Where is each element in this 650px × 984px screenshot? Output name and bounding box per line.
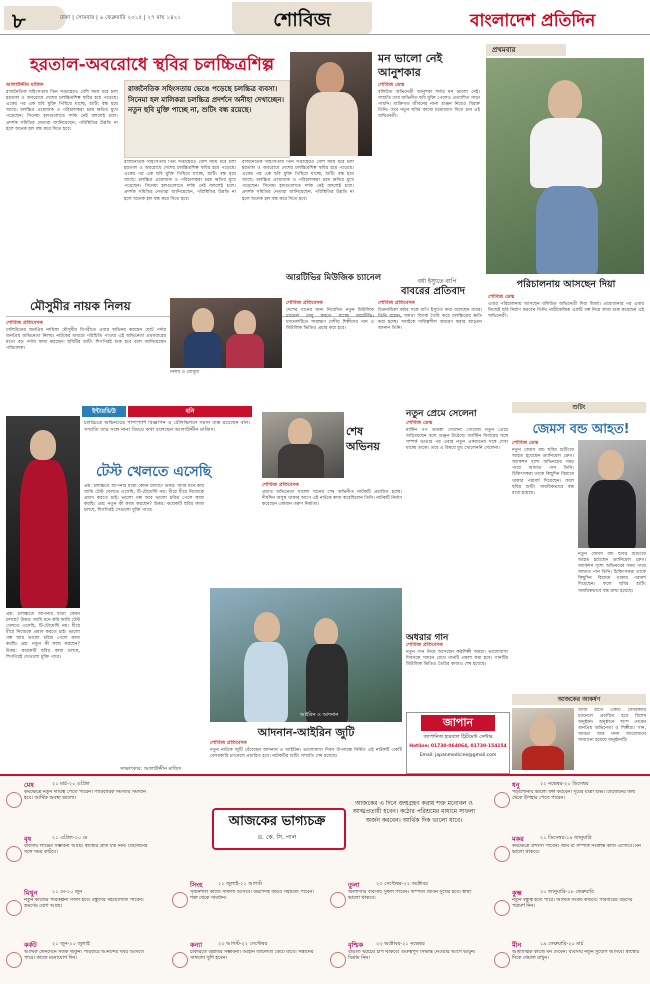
adnan-byline: শোবিজ প্রতিবেদক bbox=[210, 740, 247, 746]
sign-name: মীন bbox=[512, 941, 522, 949]
dateline: ঢাকা | সোমবার | ৯ ফেব্রুয়ারি ২০১৫ | ২৭ মাঘ ১৪২১ bbox=[60, 15, 182, 21]
page-number: ৮ bbox=[12, 9, 26, 33]
babar-body: শোবিজ প্রতিবেদক চিত্রনায়িকা বর্ষার সঙ্গে বাপি ইস্যুতে কথা বলেছেন বাবর। তিনি বলেন, অযথা বিতর্ক তৈরি করে চলচ্চিত্রের ক্ষতি করা হচ্ছে। সবাইকে দায়িত্বশীল আচরণ করার আহ্বান জানান তিনি। bbox=[378, 300, 482, 332]
akorshon-photo bbox=[512, 708, 574, 770]
paper-name: বাংলাদেশ প্রতিদিন bbox=[470, 11, 596, 31]
lead-photo bbox=[290, 52, 372, 156]
akorshon-body: আজ রাতে একটি বেসরকারি চ্যানেলে প্রচারিত হবে বিশেষ অনুষ্ঠান। অনুষ্ঠানে অংশ নেবেন জনপ্রিয় অভিনেতা ও শিল্পীরা। গান, আড্ডা আর নানা আয়োজনে সাজানো হয়েছে অনুষ্ঠানটি। bbox=[578, 708, 646, 744]
sign-text: নতুন কাজের পরিকল্পনা সফল হবে। বন্ধুদের সহযোগিতা পাবেন। ভ্রমণের যোগ আছে। bbox=[24, 898, 144, 910]
sign-text: কর্মক্ষেত্রে নতুন দায়িত্ব পেতে পারেন। পারিবারিক সমস্যার সমাধান হবে। আর্থিক অবস্থা ভালো। bbox=[24, 790, 146, 802]
mousumi-body: শোবিজ প্রতিবেদক ঢালিউডের জনপ্রিয় নায়িকা মৌসুমীর বিপরীতে এবার অভিনয় করছেন ছোট পর্দার জনপ্রিয় অভিনেতা নিলয়। নাটকের মাধ্যমে পরিচিতি পাওয়া এই অভিনেতা প্রথমবারের মতো বড় পর্দায় কাজ করছেন। ছবিটির শুটিং শিগগিরই শুরু হবে বলে জানিয়েছেন পরিচালক। bbox=[6, 320, 166, 352]
sign-name: তুলা bbox=[348, 881, 360, 889]
section-title: শোবিজ bbox=[273, 9, 331, 31]
horoscope-sign bbox=[6, 834, 156, 884]
sign-name: বৃশ্চিক bbox=[348, 941, 364, 949]
zodiac-icon bbox=[172, 892, 188, 908]
music-body: শোবিজ প্রতিবেদক দেশের গানের জন্য নিবেদিত নতুন মিউজিক চ্যানেল চালু করতে যাচ্ছে আরটিভি। চ্যানেলটিতে সারাক্ষণ দেশীয় শিল্পীদের গান ও মিউজিক ভিডিও প্রচার করা হবে। bbox=[286, 300, 374, 332]
sign-text: আর্থিক লেনদেনে সতর্ক থাকুন। পরিবারে আনন্দের খবর আসতে পারে। কাজে মনোযোগ দিন। bbox=[24, 950, 144, 962]
lead-headline: হরতাল-অবরোধে স্থবির চলচ্চিত্রশিল্প bbox=[30, 55, 275, 75]
music-byline: শোবিজ প্রতিবেদক bbox=[286, 300, 323, 306]
japan-ad-line3: Email: japanmedicine@gmail.com bbox=[419, 753, 497, 758]
mon-bhalo-byline: শোবিজ ডেস্ক bbox=[378, 82, 405, 88]
zodiac-icon bbox=[6, 900, 22, 916]
lead-body-col1 bbox=[6, 82, 118, 296]
lead-byline: আলাউদ্দীন মাজিদ bbox=[6, 82, 44, 88]
shesh-body: শোবিজ প্রতিবেদক প্রয়াত অভিনেতা খালেদ খানের শেষ অভিনীত নাটকটি প্রচারিত হচ্ছে। দীর্ঘদিন অসুস্থ থাকার আগে এই নাটকে কাজ করেছিলেন তিনি। নাটকটি নির্মাণ করেছেন একজন তরুণ নির্মাতা। bbox=[262, 482, 402, 508]
shesh-byline: শোবিজ প্রতিবেদক bbox=[262, 482, 299, 488]
japan-ad-line2: Hotline: 01730-064064, 01730-154154 bbox=[409, 744, 507, 749]
sign-text: চাকরিতে উন্নতির সম্ভাবনা। আইনি জটিলতা কেটে যাবে। সন্তানের সাফল্যে খুশি হবেন। bbox=[190, 950, 314, 962]
horoscope-sign bbox=[6, 888, 156, 938]
sign-dates: ২৩ সেপ্টেম্বর-২২ অক্টোবর bbox=[376, 881, 428, 887]
horoscope-sign bbox=[6, 940, 156, 984]
sign-dates: ২১ এপ্রিল-২০ মে bbox=[52, 835, 88, 841]
sign-name: মিথুন bbox=[24, 889, 38, 897]
interview-body-col1: প্রশ্ন: চলচ্চিত্রে আপনার যাত্রা কেমন চলছে? উত্তর: আমি মনে করি আমি টেস্ট খেলতে এসেছি, টি-টোয়েন্টি নয়। ধীরে ধীরে নিজেকে প্রমাণ করতে চাই। ভালো গল্প আর ভালো চরিত্র পেলে কাজ করছি। প্রশ্ন: নতুন কী কাজ করছেন? উত্তর: কয়েকটি ছবির কাজ চলছে, শিগগিরই সেগুলো মুক্তি পাবে। bbox=[84, 484, 204, 514]
sign-text: পড়াশোনায় ভালো ফল করবেন। দূরের যাত্রা শুভ। প্রিয়জনের কাছ থেকে উপহার পেতে পারেন। bbox=[512, 790, 635, 802]
dia-body: শোবিজ ডেস্ক এবার পরিচালনায় আসছেন বলিউড অভিনেত্রী দিয়া মির্জা। প্রযোজনার পর এবার নিজেই ছবি নির্মাণ করবেন তিনি। নারীকেন্দ্রিক একটি গল্প নিয়ে কাজ শুরু করেছেন এই অভিনেত্রী। bbox=[488, 294, 644, 320]
bond-body-col2: নতুন জেমস বন্ড ছবির শুটিংয়ে আহত হয়েছেন ড্যানিয়েল ক্রেগ। অ্যাকশন দৃশ্যে অভিনয়ের সময় পায়ে আঘাত পান তিনি। চিকিৎসকরা তাকে কিছুদিন বিশ্রামে থাকার পরামর্শ দিয়েছেন। ফলে ছবির শুটিং সাময়িকভাবে বন্ধ রাখা হয়েছে। bbox=[578, 552, 646, 594]
sign-name: মেষ bbox=[24, 781, 34, 789]
zodiac-icon bbox=[494, 846, 510, 862]
zodiac-icon bbox=[172, 952, 188, 968]
lead-body-text: রাজনৈতিক সহিংসতায় তিন সপ্তাহেরও বেশি সময় ধরে চলা হরতাল ও অবরোধে দেশের চলচ্চিত্রশিল্প স্থবির হয়ে পড়েছে। একের পর এক ছবি মুক্তি পিছিয়ে যাচ্ছে, শুটিং বন্ধ হয়ে আছে। চলচ্চিত্র প্রযোজক ও পরিচালকরা চরম ক্ষতির মুখে পড়েছেন। সিনেমা হলগুলোতে দর্শক নেই বললেই চলে। প্রদর্শক সমিতির নেতারা জানিয়েছেন, পরিস্থিতির উন্নতি না হলে অনেক হল বন্ধ করে দিতে হবে। bbox=[6, 90, 118, 132]
mousumi-headline: মৌসুমীর নায়ক নিলয় bbox=[30, 299, 131, 313]
interview-label: ইন্টারভিউ bbox=[92, 408, 116, 415]
sign-dates: ১৯ ফেব্রুয়ারি-২০ মার্চ bbox=[540, 941, 584, 947]
babar-headline: বাবরের প্রতিবাদ bbox=[400, 286, 466, 297]
adnan-headline: আদনান-আইরিন জুটি bbox=[257, 726, 355, 739]
adnan-body: শোবিজ প্রতিবেদক নতুন নাটকে জুটি বেঁধেছেন আদনান ও আইরিন। ভালোবাসা দিবস উপলক্ষে নির্মিত এই নাটকটি একটি বেসরকারি চ্যানেলে প্রচারিত হবে। নাটকটির শুটিং সম্প্রতি শেষ হয়েছে। bbox=[210, 740, 402, 760]
horoscope-sign bbox=[330, 880, 480, 930]
lead-pull-quote: রাজনৈতিক সহিংসতায় ভেঙে পড়েছে চলচ্চিত্র ব্যবসা। সিনেমা হল মালিকরা চলচ্চিত্র প্রদর্শনে অনীহা দেখাচ্ছেন। নতুন ছবি মুক্তি পাচ্ছে না, শুটিং বন্ধ রয়েছে। bbox=[128, 85, 284, 114]
zodiac-icon bbox=[6, 792, 22, 808]
music-headline: আরটিভির মিউজিক চ্যানেল bbox=[286, 273, 382, 283]
horoscope-sign bbox=[494, 888, 644, 938]
horoscope-sign bbox=[330, 940, 480, 984]
sign-text: কর্মক্ষেত্রে প্রশংসা পাবেন। জমি বা সম্পত্তি সংক্রান্ত কাজ এগোবে। মন ভালো থাকবে। bbox=[512, 844, 641, 856]
notun-preme-body: শোবিজ ডেস্ক মার্কিন পপ তারকা সেলেনা গোমেজ নতুন প্রেমে জড়িয়েছেন বলে গুঞ্জন উঠেছে। জাস্টিন বিবারের সঙ্গে সম্পর্ক ভাঙার পর এবার নতুন একজনের সঙ্গে দেখা যাচ্ছে তাকে। তবে এ বিষয়ে মুখ খোলেননি সেলেনা। bbox=[406, 420, 508, 452]
khaled-photo bbox=[262, 412, 344, 478]
bond-photo bbox=[578, 440, 646, 548]
sign-text: নতুন বন্ধুত্ব হতে পারে। আর্থিক সংকট কাটবে। পরিবারের বড়দের পরামর্শ নিন। bbox=[512, 898, 633, 910]
zodiac-icon bbox=[6, 846, 22, 862]
sign-dates: ২১ জুন-২০ জুলাই bbox=[52, 941, 90, 947]
odhora-body: শোবিজ প্রতিবেদক নতুন গান নিয়ে আসছেন কণ্ঠশিল্পী অধরা। ভালোবাসা দিবসকে সামনে রেখে গানটি প্রকাশ করা হবে। গানটির মিউজিক ভিডিও তৈরির কাজও শেষ হয়েছে। bbox=[406, 642, 508, 668]
notun-preme-byline: শোবিজ ডেস্ক bbox=[406, 420, 433, 426]
zodiac-icon bbox=[494, 952, 510, 968]
sign-text: ব্যবসায় লাভের সম্ভাবনা আছে। স্বাস্থ্যের প্রতি যত্ন নিন। প্রিয়জনের সঙ্গে সময় কাটবে। bbox=[24, 844, 148, 856]
odhora-byline: শোবিজ প্রতিবেদক bbox=[406, 642, 443, 648]
horoscope-sign bbox=[172, 880, 322, 930]
interview-signature: সাক্ষাৎকার: আলাউদ্দীন মাজিদ bbox=[120, 766, 182, 772]
mon-bhalo-headline: মন ভালো নেই আনুশকার bbox=[378, 52, 443, 79]
interview-subject: বনি bbox=[185, 408, 195, 415]
shooting-label: শুটিং bbox=[572, 404, 586, 411]
mousumi-byline: শোবিজ প্রতিবেদক bbox=[6, 320, 43, 326]
notun-preme-headline: নতুন প্রেমে সেলেনা bbox=[406, 409, 477, 419]
sign-name: কন্যা bbox=[190, 941, 203, 949]
adnan-irin-photo bbox=[210, 588, 402, 722]
babar-byline: শোবিজ প্রতিবেদক bbox=[378, 300, 415, 306]
mousumi-caption: নিলয় ও মৌসুমী bbox=[170, 370, 200, 375]
bond-byline: শোবিজ ডেস্ক bbox=[512, 440, 539, 446]
lead-body-col3: রাজনৈতিক সহিংসতায় তিন সপ্তাহেরও বেশি সময় ধরে চলা হরতাল ও অবরোধে দেশের চলচ্চিত্রশিল্প স্থবির হয়ে পড়েছে। একের পর এক ছবি মুক্তি পিছিয়ে যাচ্ছে, শুটিং বন্ধ হয়ে আছে। চলচ্চিত্র প্রযোজক ও পরিচালকরা চরম ক্ষতির মুখে পড়েছেন। সিনেমা হলগুলোতে দর্শক নেই বললেই চলে। প্রদর্শক সমিতির নেতারা জানিয়েছেন, পরিস্থিতির উন্নতি না হলে অনেক হল বন্ধ করে দিতে হবে। bbox=[242, 160, 354, 202]
sign-dates: ২১ ডিসেম্বর-১৯ জানুয়ারি bbox=[540, 835, 592, 841]
odhora-headline: অধরার গান bbox=[406, 633, 449, 643]
horoscope-sign bbox=[172, 940, 322, 984]
zodiac-icon bbox=[330, 952, 346, 968]
anushka-photo bbox=[486, 58, 644, 274]
boni-photo bbox=[6, 416, 80, 608]
sign-dates: ২১ মার্চ-২০ এপ্রিল bbox=[52, 781, 90, 787]
horoscope-sign bbox=[494, 834, 644, 884]
sign-name: মকর bbox=[512, 835, 524, 843]
dia-byline: শোবিজ ডেস্ক bbox=[488, 294, 515, 300]
sign-name: কুম্ভ bbox=[512, 889, 522, 897]
sign-name: সিংহ bbox=[190, 881, 203, 889]
mon-bhalo-body: শোবিজ ডেস্ক বলিউড অভিনেত্রী আনুশকা শর্মার মন ভালো নেই। সম্প্রতি তার অভিনীত ছবি মুক্তি পেলেও প্রত্যাশিত সাড়া পায়নি। ব্যক্তিগত জীবনের নানা গুঞ্জন নিয়েও বিরক্ত তিনি। তবে নতুন ছবির কাজে মনোযোগ দিতে চান এই অভিনেত্রী। bbox=[378, 82, 480, 120]
sign-dates: ২১ মে-২০ জুন bbox=[52, 889, 83, 895]
sign-dates: ২১ জুলাই-২১ আগস্ট bbox=[218, 881, 262, 887]
japan-ad-line1: জাপানিজ হারবাল ট্রিটমেন্ট সেন্টার bbox=[423, 734, 493, 740]
horoscope-intro: আজকের এ দিনে জন্মগ্রহণ করায় শক্ত মনোবল ও আত্মপ্রত্যয়ী হবেন। কঠোর পরিশ্রমের মাধ্যমে সাফল্য অর্জন করবেন। আর্থিক দিক ভালো যাবে। bbox=[352, 800, 476, 824]
babar-kicker: বর্ষা ইস্যুতে বাপি bbox=[417, 278, 457, 285]
adnan-caption: আইরিন ও আদনান bbox=[300, 712, 339, 718]
prothombar-tag: প্রথমবার bbox=[492, 46, 516, 54]
shesh-headline: শেষ অভিনয় bbox=[346, 425, 380, 453]
zodiac-icon bbox=[494, 792, 510, 808]
japan-ad bbox=[406, 712, 510, 774]
akorshon-label: আজকের আকর্ষণ bbox=[557, 696, 601, 703]
japan-ad-brand: জাপান bbox=[421, 715, 495, 731]
dia-headline: পরিচালনায় আসছেন দিয়া bbox=[516, 279, 616, 290]
zodiac-icon bbox=[6, 952, 22, 968]
interview-headline: টেস্ট খেলতে এসেছি bbox=[96, 464, 212, 480]
mousumi-photo bbox=[170, 298, 282, 368]
horoscope-sign bbox=[494, 940, 644, 984]
horoscope-sign bbox=[494, 780, 644, 830]
sign-name: ধনু bbox=[512, 781, 520, 789]
interview-intro: চলচ্চিত্রে অভিনয়ের পাশাপাশি বিজ্ঞাপন ও টেলিভিশনে সমান ব্যস্ত রয়েছেন বনি। সম্প্রতি তার সঙ্গে নানা বিষয়ে কথা বলেছেন আলাউদ্দীন মাজিদ। bbox=[84, 420, 250, 433]
zodiac-icon bbox=[330, 892, 346, 908]
horoscope-sign bbox=[6, 780, 156, 830]
horoscope-title: আজকের ভাগ্যচক্র bbox=[228, 814, 326, 829]
sign-name: বৃষ bbox=[24, 835, 32, 843]
sign-text: সৃজনশীল কাজে সাফল্য আসবে। উচ্চপদস্থ কারও সহায়তা পাবেন। শত্রু থেকে সাবধান। bbox=[190, 890, 315, 902]
zodiac-icon bbox=[494, 900, 510, 916]
sign-dates: ২০ জানুয়ারি-১৮ ফেব্রুয়ারি bbox=[540, 889, 594, 895]
header-rule bbox=[0, 34, 650, 35]
horoscope-author: ড. কে. সি. পাল bbox=[257, 834, 297, 841]
sign-dates: ২২ আগস্ট-২২ সেপ্টেম্বর bbox=[218, 941, 268, 947]
bond-headline: জেমস বন্ড আহত! bbox=[532, 422, 630, 437]
sign-text: অংশীদারি ব্যবসায় সুফল পাবেন। দাম্পত্য জীবন সুখের হবে। স্বাস্থ্য ভালো থাকবে। bbox=[348, 890, 471, 902]
interview-body-col2: প্রশ্ন: চলচ্চিত্রে আপনার যাত্রা কেমন চলছে? উত্তর: আমি মনে করি আমি টেস্ট খেলতে এসেছি, টি-টোয়েন্টি নয়। ধীরে ধীরে নিজেকে প্রমাণ করতে চাই। ভালো গল্প আর ভালো চরিত্র পেলে কাজ করছি। প্রশ্ন: নতুন কী কাজ করছেন? উত্তর: কয়েকটি ছবির কাজ চলছে, শিগগিরই সেগুলো মুক্তি পাবে। bbox=[6, 612, 80, 660]
sign-text: বাড়তি খরচের চাপ থাকবে। গুরুত্বপূর্ণ সিদ্ধান্ত নেওয়ার আগে ভাবুন। বিশ্রাম নিন। bbox=[348, 950, 476, 962]
sign-dates: ২২ নভেম্বর-২০ ডিসেম্বর bbox=[540, 781, 589, 787]
sign-name: কর্কট bbox=[24, 941, 37, 949]
sign-dates: ২৩ অক্টোবর-২১ নভেম্বর bbox=[376, 941, 425, 947]
lead-body-col2: রাজনৈতিক সহিংসতায় তিন সপ্তাহেরও বেশি সময় ধরে চলা হরতাল ও অবরোধে দেশের চলচ্চিত্রশিল্প স্থবির হয়ে পড়েছে। একের পর এক ছবি মুক্তি পিছিয়ে যাচ্ছে, শুটিং বন্ধ হয়ে আছে। চলচ্চিত্র প্রযোজক ও পরিচালকরা চরম ক্ষতির মুখে পড়েছেন। সিনেমা হলগুলোতে দর্শক নেই বললেই চলে। প্রদর্শক সমিতির নেতারা জানিয়েছেন, পরিস্থিতির উন্নতি না হলে অনেক হল বন্ধ করে দিতে হবে। bbox=[124, 160, 236, 202]
sign-text: আধ্যাত্মিক কাজে মন দেবেন। ব্যবসায় নতুন সুযোগ আসবে। স্বাস্থ্যের দিকে খেয়াল রাখুন। bbox=[512, 950, 640, 962]
bond-body: শোবিজ ডেস্ক নতুন জেমস বন্ড ছবির শুটিংয়ে আহত হয়েছেন ড্যানিয়েল ক্রেগ। অ্যাকশন দৃশ্যে অভিনয়ের সময় পায়ে আঘাত পান তিনি। চিকিৎসকরা তাকে কিছুদিন বিশ্রামে থাকার পরামর্শ দিয়েছেন। ফলে ছবির শুটিং সাময়িকভাবে বন্ধ রাখা হয়েছে। bbox=[512, 440, 574, 496]
